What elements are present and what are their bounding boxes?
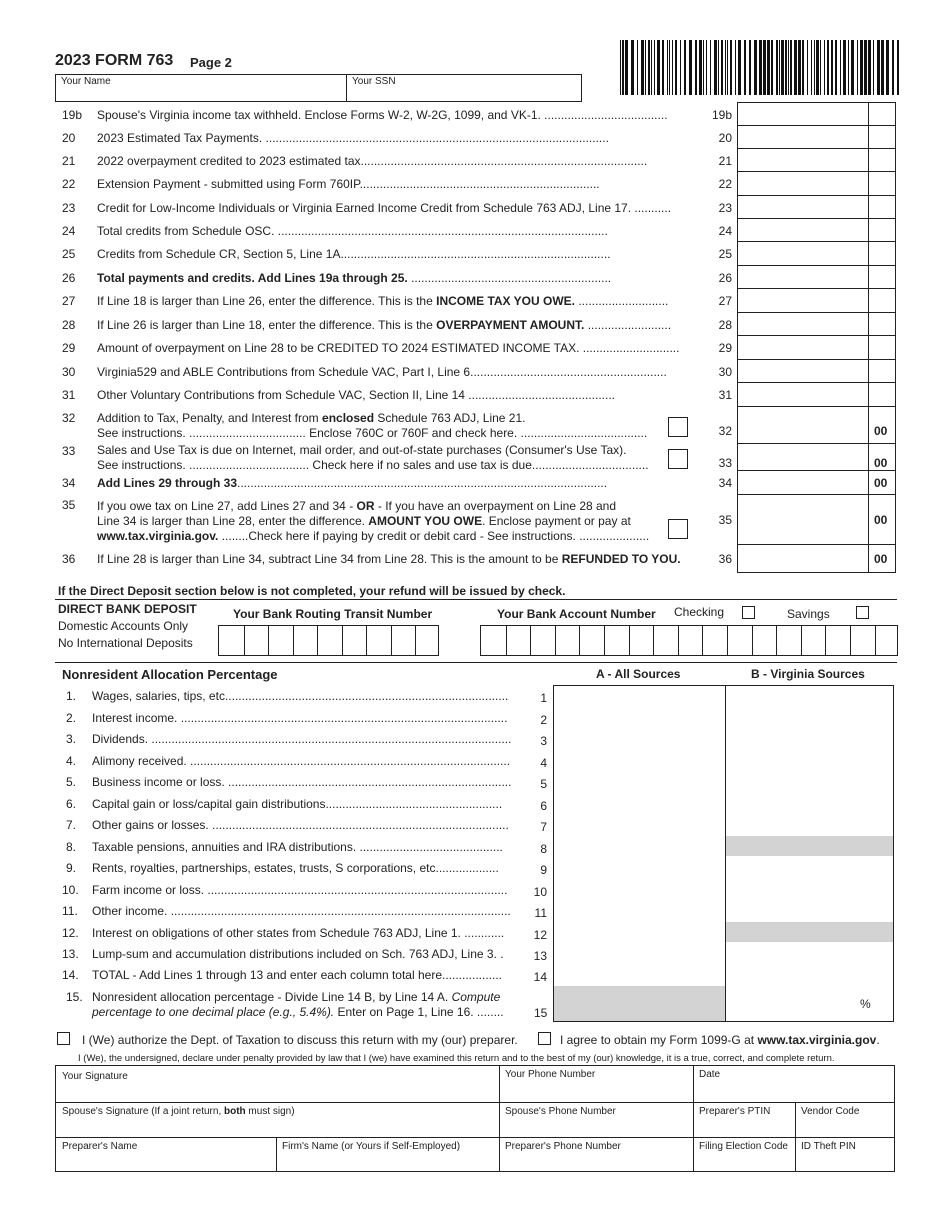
form-1099g-text: I agree to obtain my Form 1099-G at www.tax.virginia.gov.: [560, 1033, 880, 1047]
amount-input[interactable]: [740, 174, 865, 192]
routing-label: Your Bank Routing Transit Number: [233, 607, 433, 621]
checking-label: Checking: [674, 605, 725, 619]
nonresident-title: Nonresident Allocation Percentage: [62, 667, 278, 682]
line-30-text: Virginia529 and ABLE Contributions from Schedule VAC, Part I, Line 6...........................................................: [97, 365, 667, 379]
your-name-label: Your Name: [61, 76, 111, 87]
shade-8b: [726, 836, 893, 856]
account-number-input[interactable]: [480, 625, 898, 656]
declaration: I (We), the undersigned, declare under penalty provided by law that I (we) have examined this return and to the best of my (our) knowledge, it is a true, correct, and complete return.: [78, 1053, 835, 1064]
routing-number-input[interactable]: [218, 625, 439, 656]
amount-input[interactable]: [740, 385, 865, 403]
line-box-number: 25: [718, 247, 732, 261]
amount-input[interactable]: [740, 338, 865, 356]
line-box-number: 23: [718, 201, 732, 215]
amount-input[interactable]: [740, 198, 865, 216]
cents: 00: [874, 552, 888, 566]
amount-input[interactable]: [740, 510, 865, 528]
line-32-checkbox[interactable]: [668, 417, 688, 437]
page-number: Page 2: [190, 55, 232, 70]
amount-input[interactable]: [740, 268, 865, 286]
line-19b-text: Spouse's Virginia income tax withheld. Enclose Forms W-2, W-2G, 1099, and VK-1. .....................................: [97, 108, 668, 122]
line-22-text: Extension Payment - submitted using Form 760IP........................................................................: [97, 177, 600, 191]
savings-checkbox[interactable]: [856, 606, 869, 619]
line-box-number: 28: [718, 318, 732, 332]
line-31-text: Other Voluntary Contributions from Schedule VAC, Section II, Line 14 ............................................: [97, 388, 616, 402]
direct-deposit-note: If the Direct Deposit section below is not completed, your refund will be issued by check.: [58, 584, 566, 598]
line-box-number: 27: [718, 294, 732, 308]
your-signature-label: Your Signature: [62, 1071, 128, 1082]
line-box-number: 36: [718, 552, 732, 566]
line-box-number: 30: [718, 365, 732, 379]
spouse-phone-label: Spouse's Phone Number: [505, 1106, 616, 1117]
amount-input[interactable]: [740, 221, 865, 239]
line-20-text: 2023 Estimated Tax Payments. .......................................................................................................: [97, 131, 609, 145]
amount-input[interactable]: [740, 291, 865, 309]
line-24-text: Total credits from Schedule OSC. ...................................................................................................: [97, 224, 608, 238]
amount-input[interactable]: [740, 473, 865, 491]
preparer-name-label: Preparer's Name: [62, 1141, 138, 1152]
authorize-preparer-text: I (We) authorize the Dept. of Taxation to discuss this return with my (our) preparer.: [82, 1033, 518, 1047]
line-box-number: 29: [718, 341, 732, 355]
line-box-number: 26: [718, 271, 732, 285]
form-title: 2023 FORM 763: [55, 52, 174, 69]
direct-deposit-title: DIRECT BANK DEPOSIT: [58, 602, 197, 616]
vendor-code-label: Vendor Code: [801, 1106, 860, 1117]
signature-block: [55, 1065, 895, 1172]
line-box-number: 20: [718, 131, 732, 145]
spouse-signature-label: Spouse's Signature (If a joint return, both must sign): [62, 1106, 295, 1117]
cents: 00: [874, 513, 888, 527]
form-1099g-checkbox[interactable]: [538, 1032, 551, 1045]
col-b-header: B - Virginia Sources: [751, 667, 865, 681]
amount-input[interactable]: [740, 362, 865, 380]
direct-deposit-sub2: No International Deposits: [58, 636, 193, 650]
line-box-number: 34: [718, 476, 732, 490]
id-theft-pin-label: ID Theft PIN: [801, 1141, 856, 1152]
direct-deposit-sub1: Domestic Accounts Only: [58, 619, 189, 633]
line-box-number: 31: [718, 388, 732, 402]
account-label: Your Bank Account Number: [497, 607, 656, 621]
line-33-checkbox[interactable]: [668, 449, 688, 469]
line-box-number: 19b: [712, 108, 733, 122]
your-ssn-label: Your SSN: [352, 76, 396, 87]
preparer-phone-label: Preparer's Phone Number: [505, 1141, 621, 1152]
barcode-icon: [620, 40, 900, 95]
cents: 00: [874, 456, 888, 470]
amount-input[interactable]: [740, 151, 865, 169]
percent-sign: %: [860, 997, 871, 1011]
line-box-number: 35: [718, 513, 732, 527]
amount-input[interactable]: [740, 315, 865, 333]
your-name-field[interactable]: [295, 76, 296, 77]
line-box-number: 32: [718, 424, 732, 438]
line-box-number: 24: [718, 224, 732, 238]
line-23-text: Credit for Low-Income Individuals or Virginia Earned Income Credit from Schedule 763 ADJ, Line 17. ...........: [97, 201, 672, 215]
line-29-text: Amount of overpayment on Line 28 to be CREDITED TO 2024 ESTIMATED INCOME TAX. .............................: [97, 341, 680, 355]
cents: 00: [874, 476, 888, 490]
name-ssn-box: [55, 74, 582, 102]
line-26-text: Total payments and credits. Add Lines 19a through 25. ............................................................: [97, 271, 612, 285]
your-phone-label: Your Phone Number: [505, 1069, 596, 1080]
line-27-text: If Line 18 is larger than Line 26, enter the difference. This is the INCOME TAX YOU OWE. ...........................: [97, 294, 669, 308]
line-35-checkbox[interactable]: [668, 519, 688, 539]
line-box-number: 22: [718, 177, 732, 191]
line-25-text: Credits from Schedule CR, Section 5, Line 1A.................................................................................: [97, 247, 611, 261]
shade-12b: [726, 922, 893, 942]
amount-input[interactable]: [740, 128, 865, 146]
cents: 00: [874, 424, 888, 438]
col-a-header: A - All Sources: [596, 667, 681, 681]
checking-checkbox[interactable]: [742, 606, 755, 619]
authorize-preparer-checkbox[interactable]: [57, 1032, 70, 1045]
line-box-number: 33: [718, 456, 732, 470]
firm-name-label: Firm's Name (or Yours if Self-Employed): [282, 1141, 461, 1152]
amount-input[interactable]: [740, 453, 865, 471]
shade-15a: [554, 986, 725, 1021]
filing-election-label: Filing Election Code: [699, 1141, 788, 1152]
amount-input[interactable]: [740, 105, 865, 123]
line-28-text: If Line 26 is larger than Line 18, enter the difference. This is the OVERPAYMENT AMOUNT. .........................: [97, 318, 672, 332]
preparer-ptin-label: Preparer's PTIN: [699, 1106, 771, 1117]
line-21-text: 2022 overpayment credited to 2023 estimated tax......................................................................................: [97, 154, 648, 168]
amount-input[interactable]: [740, 421, 865, 439]
date-label: Date: [699, 1069, 721, 1080]
savings-label: Savings: [787, 607, 830, 621]
amount-input[interactable]: [740, 244, 865, 262]
amount-input[interactable]: [740, 549, 865, 567]
line-box-number: 21: [718, 154, 732, 168]
